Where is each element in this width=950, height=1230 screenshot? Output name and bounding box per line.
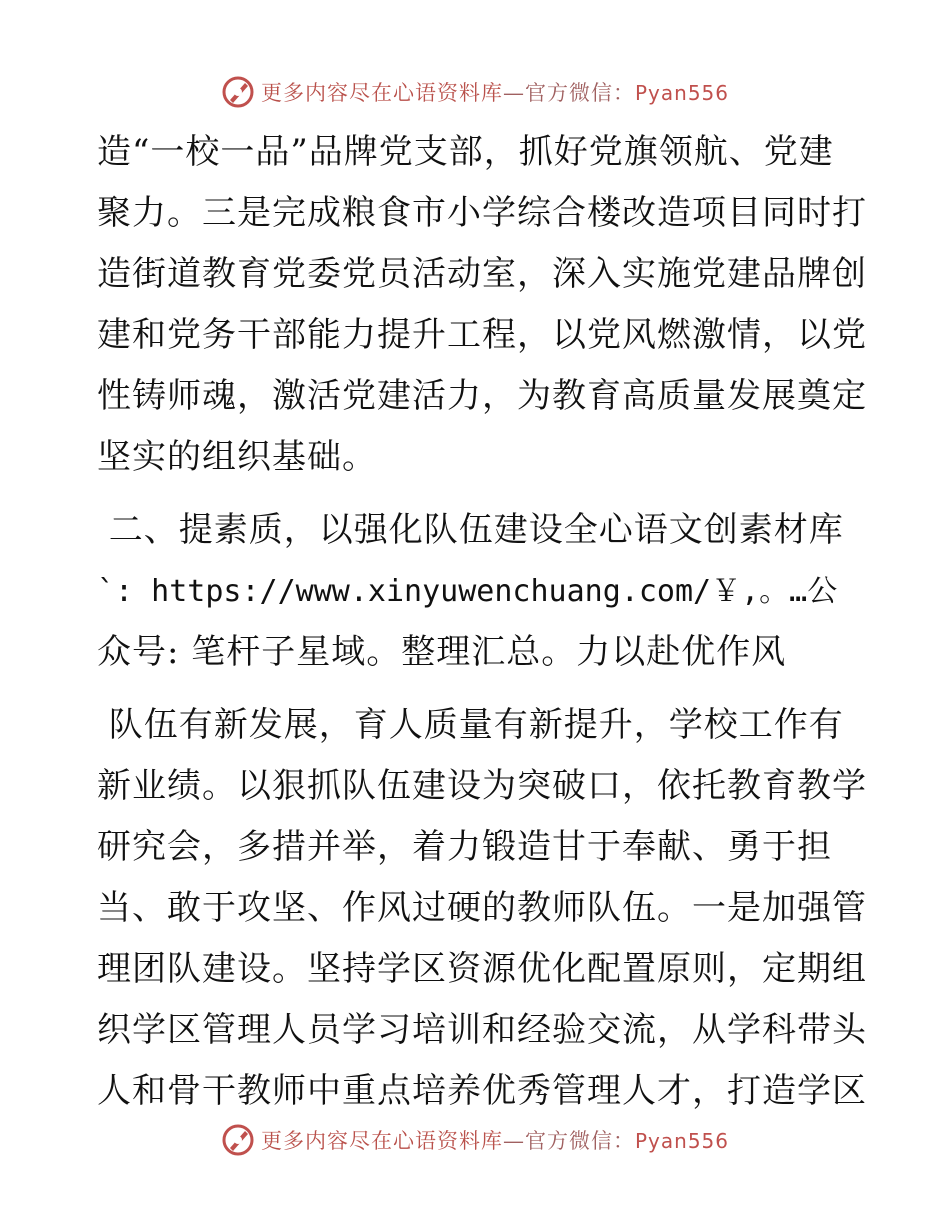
heading-line: 众号: 笔杆子星域。整理汇总。力以赴优作风 xyxy=(97,632,787,672)
pen-logo-icon xyxy=(221,1123,255,1157)
text-line: 织学区管理人员学习培训和经验交流，从学科带头 xyxy=(97,1010,867,1050)
text-line: 队伍有新发展，育人质量有新提升，学校工作有 xyxy=(97,705,844,745)
heading-line: 二、提素质，以强化队伍建设全心语文创素材库 xyxy=(97,510,844,550)
header-watermark xyxy=(0,72,950,112)
text-line: 研究会，多措并举，着力锻造甘于奉献、勇于担 xyxy=(97,827,832,867)
document-body xyxy=(97,122,867,1122)
text-line: 造街道教育党委党员活动室，深入实施党建品牌创 xyxy=(97,254,867,294)
pen-logo-icon xyxy=(221,75,255,109)
text-line: 聚力。三是完成粮食市小学综合楼改造项目同时打 xyxy=(97,193,867,233)
text-line: 建和党务干部能力提升工程，以党风燃激情，以党 xyxy=(97,315,867,355)
watermark-text: 更多内容尽在心语资料库—官方微信：Pyan556 xyxy=(260,1129,729,1153)
text-line: 性铸师魂，激活党建活力，为教育高质量发展奠定 xyxy=(97,376,867,416)
text-line: 理团队建设。坚持学区资源优化配置原则，定期组 xyxy=(97,949,867,989)
paragraph-2 xyxy=(97,695,867,1122)
text-line: 新业绩。以狠抓队伍建设为突破口，依托教育教学 xyxy=(97,766,867,806)
footer-watermark xyxy=(0,1120,950,1160)
text-line: 当、敢于攻坚、作风过硬的教师队伍。一是加强管 xyxy=(97,888,867,928)
watermark-text: 更多内容尽在心语资料库—官方微信：Pyan556 xyxy=(260,81,729,105)
text-line: 坚实的组织基础。 xyxy=(97,437,377,477)
heading-line-url: `: https://www.xinyuwenchuang.com/￥,。…公 xyxy=(97,574,838,609)
text-line: 造“一校一品”品牌党支部，抓好党旗领航、党建 xyxy=(97,132,834,172)
section-heading xyxy=(97,500,867,683)
text-line: 人和骨干教师中重点培养优秀管理人才，打造学区 xyxy=(97,1071,867,1111)
paragraph-1 xyxy=(97,122,867,488)
